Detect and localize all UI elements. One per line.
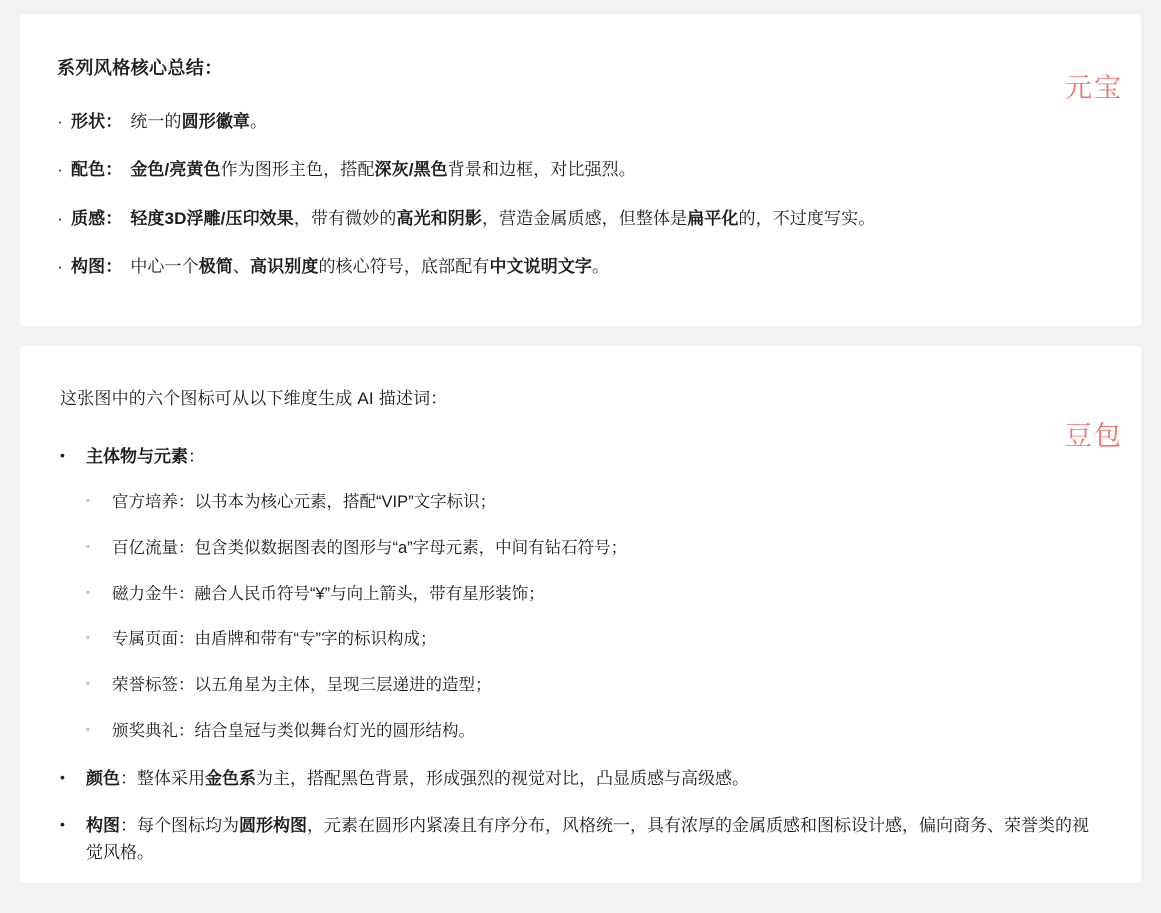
doubao-section-body [86, 812, 1097, 866]
plain-text: 、 [232, 257, 251, 277]
bullet-circle-icon: ◦ [86, 678, 90, 691]
plain-text: ，营造金属质感，但整体是 [481, 208, 688, 228]
doubao-section-item [60, 765, 1097, 792]
bullet-item-label: 配色： [71, 160, 123, 180]
brand-tag-doubao: 豆包 [1065, 421, 1123, 451]
emphasis-text: 扁平化 [687, 208, 739, 228]
yuanbao-bullet-item [57, 157, 1097, 183]
doubao-sub-item-text: 以书本为核心元素，搭配“VIP”文字标识； [194, 493, 497, 512]
bullet-circle-icon: ◦ [86, 723, 90, 736]
doubao-section-body [86, 765, 1097, 792]
emphasis-text: 高识别度 [250, 257, 319, 277]
emphasis-text: 金色系 [205, 768, 256, 788]
emphasis-text: 高光和阴影 [396, 208, 482, 228]
bullet-dot-icon: · [57, 112, 63, 131]
doubao-intro-text: 这张图中的六个图标可从以下维度生成 AI 描述词： [60, 389, 448, 408]
bullet-item-text [130, 109, 1097, 135]
plain-text: ，元素在圆形内紧凑且有序分布，风格统一，具有浓厚的金属质感和图标设计感，偏向商务、荣誉类的视觉风格。 [86, 815, 1089, 863]
yuanbao-bullet-item [57, 206, 1097, 232]
doubao-sub-item-label: 官方培养： [112, 493, 195, 512]
plain-text: 的，不过度写实。 [738, 208, 876, 228]
plain-text: 的核心符号，底部配有 [318, 257, 490, 277]
bullet-dot-icon: · [57, 257, 63, 277]
bullet-disc-icon: • [60, 768, 65, 785]
doubao-section-key: 颜色 [86, 768, 120, 788]
doubao-sub-item [60, 719, 1097, 744]
yuanbao-bullet-list [57, 109, 1097, 280]
doubao-sub-item [60, 627, 1097, 652]
bullet-item-label: 质感： [71, 208, 123, 228]
plain-text: ，带有微妙的 [293, 208, 397, 228]
plain-text: 为主，搭配黑色背景，形成强烈的视觉对比，凸显质感与高级感。 [256, 768, 749, 788]
plain-text: 统一的 [130, 112, 182, 131]
yuanbao-card-body [20, 14, 1141, 280]
doubao-sub-item-text: 包含类似数据图表的图形与“a”字母元素，中间有钻石符号； [194, 538, 628, 557]
emphasis-text: 圆形构图 [239, 815, 307, 835]
doubao-section-item [60, 812, 1097, 866]
doubao-sub-item [60, 490, 1097, 515]
doubao-sub-item [60, 582, 1097, 607]
emphasis-text: 金色/亮黄色 [130, 160, 221, 180]
yuanbao-bullet-item [57, 109, 1097, 135]
doubao-section-text [86, 816, 1089, 862]
doubao-sub-item-label: 磁力金牛： [112, 584, 195, 603]
brand-tag-yuanbao: 元宝 [1065, 73, 1123, 103]
yuanbao-summary-card [20, 14, 1141, 326]
bullet-item-text [130, 254, 1097, 280]
doubao-section-key: 主体物与元素 [86, 447, 188, 466]
doubao-card-body [20, 346, 1141, 866]
yuanbao-bullet-item [57, 254, 1097, 280]
plain-text: 每个图标均为 [137, 815, 239, 835]
doubao-section-key-suffix: ： [188, 447, 205, 466]
doubao-section-key-suffix: ： [120, 815, 137, 835]
bullet-disc-icon: • [60, 815, 65, 832]
doubao-section-key-suffix: ： [120, 768, 137, 788]
doubao-sub-item-text: 以五角星为主体，呈现三层递进的造型； [194, 676, 492, 695]
bullet-disc-icon: • [60, 447, 65, 463]
emphasis-text: 深灰/黑色 [374, 160, 448, 180]
bullet-circle-icon: ◦ [86, 632, 90, 645]
plain-text: 整体采用 [137, 768, 205, 788]
yuanbao-card-title: 系列风格核心总结： [57, 58, 223, 78]
doubao-sub-item [60, 673, 1097, 698]
doubao-sub-item-label: 专属页面： [112, 630, 195, 649]
bullet-circle-icon: ◦ [86, 540, 90, 553]
doubao-sub-item [60, 536, 1097, 561]
doubao-sub-item-text: 结合皇冠与类似舞台灯光的圆形结构。 [194, 721, 475, 740]
bullet-circle-icon: ◦ [86, 495, 90, 508]
bullet-item-text [130, 157, 1097, 183]
emphasis-text: 中文说明文字 [489, 257, 593, 277]
emphasis-text: 极简 [198, 257, 233, 277]
plain-text: 作为图形主色，搭配 [220, 160, 375, 180]
bullet-circle-icon: ◦ [86, 586, 90, 599]
bullet-item-label: 形状： [71, 112, 123, 131]
bullet-item-text [130, 206, 1097, 232]
doubao-section-body [86, 443, 1097, 470]
doubao-section-key: 构图 [86, 815, 120, 835]
doubao-sub-item-text: 由盾牌和带有“专”字的标识构成； [194, 630, 437, 649]
doubao-summary-card [20, 346, 1141, 883]
doubao-section-item [60, 443, 1097, 470]
plain-text: 背景和边框，对比强烈。 [447, 160, 636, 180]
doubao-sub-item-label: 荣誉标签： [112, 676, 195, 695]
emphasis-text: 轻度3D浮雕/压印效果 [130, 208, 294, 228]
doubao-sub-item-label: 颁奖典礼： [112, 721, 195, 740]
doubao-section-text [137, 769, 749, 788]
plain-text: 中心一个 [130, 257, 199, 277]
plain-text: 。 [250, 112, 268, 131]
bullet-item-label: 构图： [71, 257, 123, 277]
bullet-dot-icon: · [57, 160, 63, 180]
doubao-sub-item-label: 百亿流量： [112, 538, 195, 557]
emphasis-text: 圆形徽章 [181, 112, 251, 131]
doubao-sub-item-text: 融合人民币符号“¥”与向上箭头，带有星形装饰； [194, 584, 545, 603]
plain-text: 。 [592, 257, 610, 277]
doubao-bullet-list [60, 443, 1097, 866]
bullet-dot-icon: · [57, 208, 63, 228]
